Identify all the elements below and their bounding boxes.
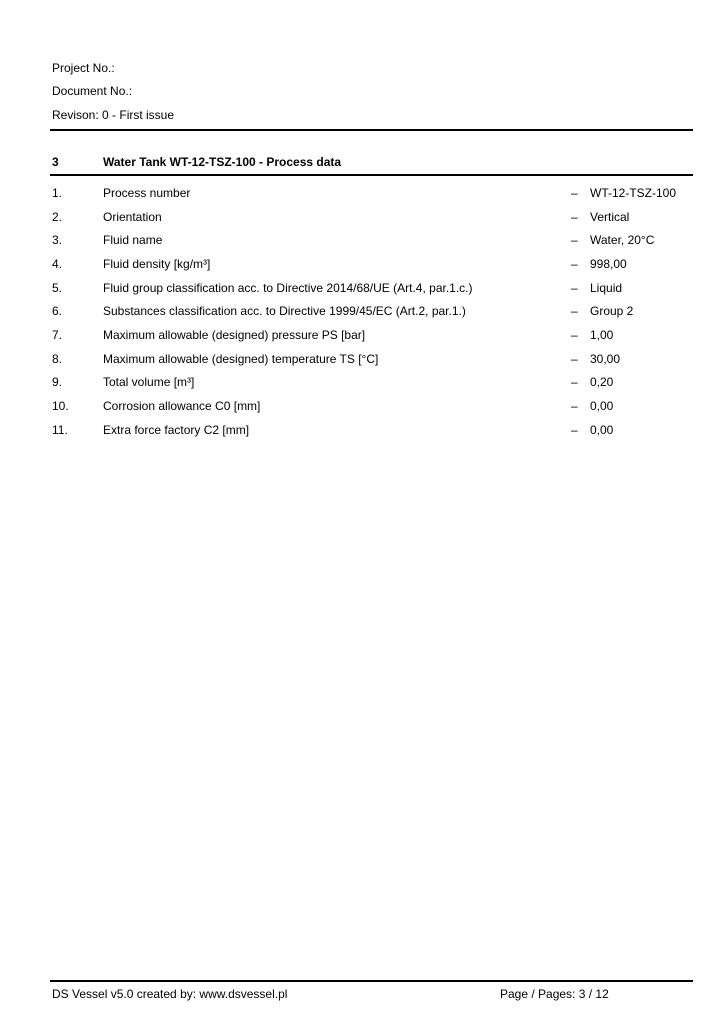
row-value: 0,00: [590, 399, 614, 414]
footer-page-count: Page / Pages: 3 / 12: [500, 987, 609, 1001]
table-row: [52, 276, 693, 300]
row-value: 0,00: [590, 422, 614, 437]
dash-separator: –: [571, 209, 578, 224]
row-number: 4.: [52, 256, 63, 271]
row-label: Substances classification acc. to Directive 1999/45/EC (Art.2, par.1.): [103, 304, 466, 319]
table-row: [52, 228, 693, 252]
section-number: 3: [52, 155, 59, 169]
section-divider: [50, 174, 693, 176]
row-value: 0,20: [590, 375, 614, 390]
row-value: Liquid: [590, 280, 623, 295]
row-number: 7.: [52, 327, 63, 342]
table-row: [52, 205, 693, 229]
table-row: [52, 181, 693, 205]
row-value: 998,00: [590, 256, 627, 271]
row-label: Extra force factory C2 [mm]: [103, 422, 250, 437]
dash-separator: –: [571, 185, 578, 200]
row-number: 1.: [52, 185, 63, 200]
row-value: 1,00: [590, 327, 614, 342]
dash-separator: –: [571, 256, 578, 271]
row-label: Maximum allowable (designed) pressure PS [bar]: [103, 327, 366, 342]
row-label: Process number: [103, 185, 191, 200]
footer-divider: [50, 980, 693, 982]
row-value: Group 2: [590, 304, 634, 319]
row-number: 9.: [52, 375, 63, 390]
project-no-label: Project No.:: [52, 60, 115, 75]
header-divider: [50, 129, 693, 131]
row-label: Orientation: [103, 209, 162, 224]
table-row: [52, 323, 693, 347]
dash-separator: –: [571, 351, 578, 366]
row-value: Vertical: [590, 209, 630, 224]
dash-separator: –: [571, 375, 578, 390]
dash-separator: –: [571, 280, 578, 295]
document-footer: [52, 985, 693, 1003]
table-row: [52, 299, 693, 323]
process-data-list: [52, 181, 693, 442]
document-header: [52, 56, 693, 127]
document-no-label: Document No.:: [52, 84, 133, 99]
row-label: Maximum allowable (designed) temperature TS [°C]: [103, 351, 379, 366]
dash-separator: –: [571, 304, 578, 319]
row-number: 5.: [52, 280, 63, 295]
row-label: Fluid group classification acc. to Directive 2014/68/UE (Art.4, par.1.c.): [103, 280, 473, 295]
table-row: [52, 347, 693, 371]
row-label: Corrosion allowance C0 [mm]: [103, 399, 261, 414]
row-number: 8.: [52, 351, 63, 366]
table-row: [52, 252, 693, 276]
table-row: [52, 394, 693, 418]
section-title: Water Tank WT-12-TSZ-100 - Process data: [103, 155, 342, 169]
row-value: WT-12-TSZ-100: [590, 185, 677, 200]
section-heading: [52, 154, 693, 170]
table-row: [52, 418, 693, 442]
row-value: 30,00: [590, 351, 621, 366]
row-number: 6.: [52, 304, 63, 319]
row-number: 10.: [52, 399, 69, 414]
row-number: 2.: [52, 209, 63, 224]
dash-separator: –: [571, 327, 578, 342]
table-row: [52, 371, 693, 395]
row-number: 3.: [52, 233, 63, 248]
row-number: 11.: [52, 422, 68, 437]
dash-separator: –: [571, 233, 578, 248]
row-label: Fluid name: [103, 233, 163, 248]
row-value: Water, 20°C: [590, 233, 655, 248]
dash-separator: –: [571, 422, 578, 437]
footer-app-credit: DS Vessel v5.0 created by: www.dsvessel.pl: [52, 987, 288, 1001]
row-label: Total volume [m³]: [103, 375, 195, 390]
dash-separator: –: [571, 399, 578, 414]
row-label: Fluid density [kg/m³]: [103, 256, 211, 271]
revision-label: Revison: 0 - First issue: [52, 107, 175, 122]
